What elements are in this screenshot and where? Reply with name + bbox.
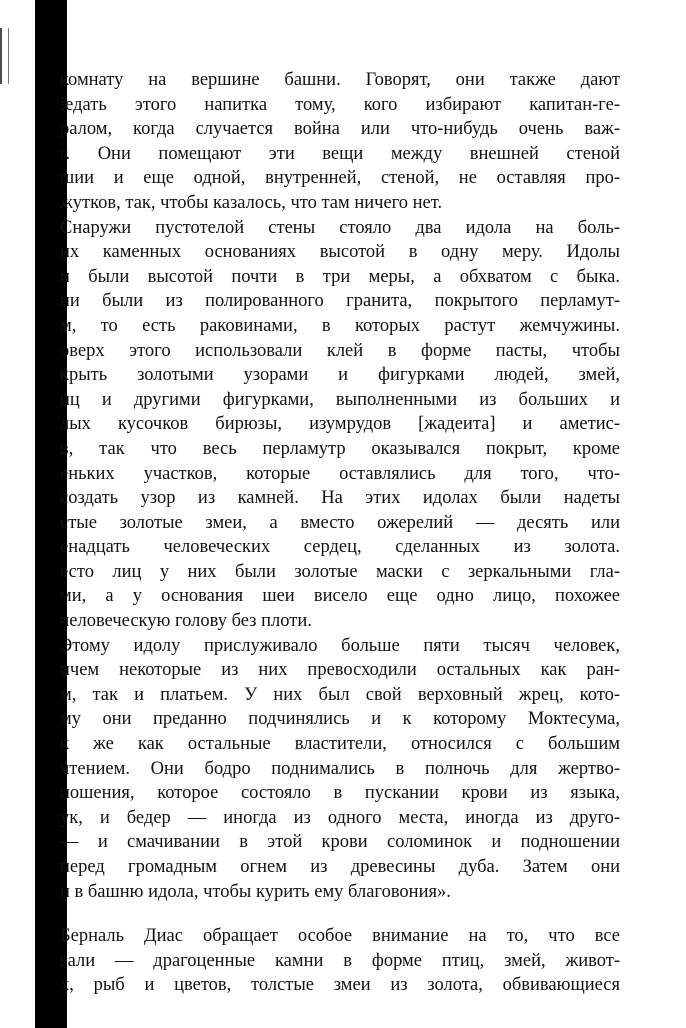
- text-line: лых кусочков бирюзы, изумрудов [жадеита] и аметис-: [60, 414, 620, 435]
- text-line: стые золотые змеи, а вместо ожерелий — десять или: [60, 512, 620, 533]
- text-line: и в башню идола, чтобы курить ему благовония».: [60, 881, 451, 902]
- text-line: крыть золотыми узорами и фигурками людей, змей,: [60, 365, 620, 386]
- text-line: в, так что весь перламутр оказывался покрыт, кроме: [60, 438, 620, 459]
- text-line: и были высотой почти в три меры, а обхватом с быка.: [60, 266, 620, 287]
- text-line: ни были из полированного гранита, покрытого перламут-: [60, 291, 620, 312]
- text-line: оверх этого использовали клей в форме пасты, чтобы: [60, 340, 620, 361]
- text-line: комнату на вершине башни. Говорят, они также дают: [60, 70, 620, 90]
- text-line: г. Они помещают эти вещи между внешней стеной: [60, 143, 620, 164]
- paragraph: [60, 924, 620, 998]
- text-line: Снаружи пустотелой стены стояло два идола на боль-: [60, 217, 620, 238]
- text-line: ук, и бедер — иногда из одного места, иногда из друго-: [60, 807, 620, 828]
- paragraph-container: [60, 68, 620, 998]
- text-line: перед громадным огнем из древесины дуба. Затем они: [60, 857, 620, 877]
- text-line: іедать этого напитка тому, кого избирают капитан-ге-: [60, 94, 620, 115]
- text-line: енадцать человеческих сердец, сделанных из золота.: [60, 537, 620, 558]
- text-line: еньких участков, которые оставлялись для того, что-: [60, 463, 620, 484]
- text-line: — и смачивании в этой крови соломинок и подношении: [60, 832, 620, 853]
- text-line: ми, а у основания шеи висело еще одно лицо, похожее: [60, 586, 620, 607]
- text-line: иц и другими фигурками, выполненными из больших и: [60, 389, 620, 410]
- text-line: Берналь Диас обращает особое внимание на то, что все: [60, 926, 620, 947]
- text-line: ичем некоторые из них превосходили остальных как ран-: [60, 660, 620, 681]
- paragraph: [60, 68, 620, 216]
- paragraph: [60, 216, 620, 634]
- text-line: ралом, когда случается война или что-нибудь очень важ-: [60, 119, 620, 140]
- text-line: чтением. Они бодро поднимались в полночь для жертво-: [60, 758, 620, 779]
- text-line: их каменных основаниях высотой в одну меру. Идолы: [60, 242, 620, 263]
- book-page-text: [60, 68, 620, 998]
- text-line: человеческую голову без плоти.: [60, 611, 312, 632]
- text-line: м, так и платьем. У них был свой верховный жрец, кото-: [60, 684, 620, 705]
- scan-edge-marks: [0, 28, 9, 84]
- paragraph-gap: [60, 904, 620, 924]
- text-line: х, рыб и цветов, толстые змеи из золота, обвивающиеся: [60, 975, 620, 996]
- text-line: м, то есть раковинами, в которых растут жемчужины.: [60, 315, 620, 336]
- text-line: создать узор из камней. На этих идолах были надеты: [60, 488, 620, 509]
- text-line: ношения, которое состояло в пускании крови из языка,: [60, 783, 620, 804]
- paragraph: [60, 634, 620, 905]
- text-line: шии и еще одной, внутренней, стеной, не оставляя про-: [60, 168, 620, 189]
- text-line: му они преданно подчинялись и к которому Моктесума,: [60, 709, 620, 730]
- text-line: к же как остальные властители, относился с большим: [60, 734, 620, 755]
- text-line: Этому идолу прислуживало больше пяти тысяч человек,: [60, 635, 620, 656]
- text-line: гали — драгоценные камни в форме птиц, змей, живот-: [60, 950, 620, 971]
- text-line: есто лиц у них были золотые маски с зеркальными гла-: [60, 561, 620, 582]
- text-line: жутков, так, чтобы казалось, что там ничего нет.: [60, 192, 443, 213]
